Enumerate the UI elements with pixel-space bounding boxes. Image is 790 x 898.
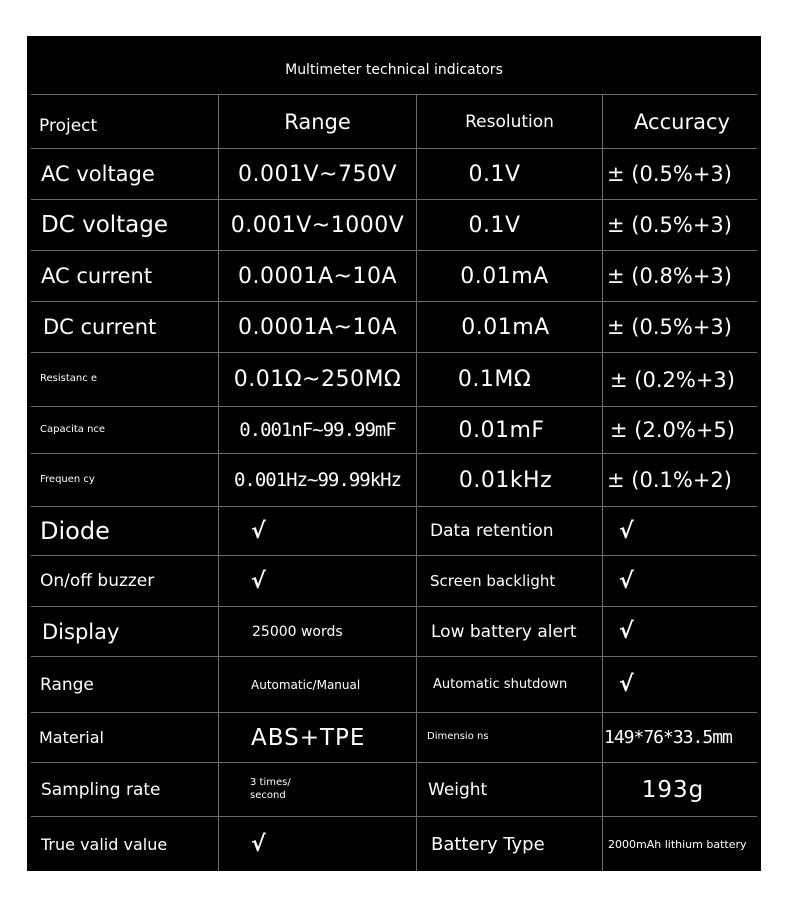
- range-cell: 0.001V~750V: [237, 161, 397, 187]
- feature-value: √: [251, 518, 266, 544]
- resolution-cell: 0.1MΩ: [457, 367, 532, 392]
- feature-value: Automatic/Manual: [251, 677, 361, 692]
- feature-value: ABS+TPE: [251, 724, 366, 751]
- feature-label: Data retention: [430, 521, 554, 541]
- header-project: Project: [39, 115, 98, 136]
- resolution-cell: 0.01mA: [460, 263, 549, 289]
- project-cell: Capacita nce: [40, 423, 106, 435]
- feature-value: √: [619, 518, 634, 544]
- feature-value: √: [619, 672, 634, 697]
- feature-label: Automatic shutdown: [433, 677, 568, 692]
- feature-label: Dimensio ns: [427, 731, 489, 743]
- project-cell: DC current: [43, 315, 157, 339]
- feature-value: √: [619, 568, 634, 594]
- accuracy-cell: ± (0.5%+3): [607, 162, 732, 186]
- feature-label: On/off buzzer: [40, 571, 155, 591]
- project-cell: Resistanc e: [40, 373, 98, 385]
- header-resolution: Resolution: [465, 111, 554, 132]
- feature-value: √: [251, 568, 266, 594]
- feature-label: Screen backlight: [430, 572, 556, 590]
- feature-value: 3 times/ second: [250, 777, 291, 801]
- feature-label: True valid value: [41, 834, 168, 854]
- range-cell: 0.0001A~10A: [237, 314, 397, 340]
- feature-label: Battery Type: [431, 833, 545, 855]
- accuracy-cell: ± (0.1%+2): [607, 468, 732, 492]
- resolution-cell: 0.01mA: [461, 314, 550, 340]
- range-cell: 0.001V~1000V: [230, 212, 405, 238]
- feature-label: Weight: [428, 779, 488, 800]
- feature-label: Material: [39, 728, 104, 747]
- spec-sheet: [27, 36, 761, 871]
- column-divider: [602, 94, 603, 871]
- feature-label: Display: [42, 619, 120, 644]
- feature-label: Diode: [40, 517, 110, 545]
- resolution-cell: 0.01kHz: [458, 467, 553, 493]
- feature-label: Low battery alert: [431, 621, 577, 642]
- feature-value: √: [251, 831, 266, 857]
- feature-value: √: [619, 619, 634, 644]
- feature-label: Sampling rate: [41, 779, 161, 800]
- resolution-cell: 0.1V: [468, 212, 521, 238]
- header-accuracy: Accuracy: [634, 109, 730, 134]
- accuracy-cell: ± (0.8%+3): [607, 264, 732, 288]
- range-cell: 0.01Ω~250MΩ: [233, 367, 402, 392]
- project-cell: Frequen cy: [40, 473, 95, 485]
- project-cell: AC current: [41, 264, 153, 288]
- header-range: Range: [284, 109, 351, 134]
- feature-label: Range: [40, 674, 94, 695]
- feature-value: 2000mAh lithium battery: [608, 837, 747, 851]
- sheet-title: Multimeter technical indicators: [285, 62, 503, 78]
- accuracy-cell: ± (0.2%+3): [610, 367, 735, 392]
- resolution-cell: 0.01mF: [458, 417, 545, 443]
- accuracy-cell: ± (0.5%+3): [607, 213, 732, 237]
- accuracy-cell: ± (2.0%+5): [610, 418, 735, 442]
- range-cell: 0.001nF~99.99mF: [239, 419, 396, 441]
- resolution-cell: 0.1V: [468, 161, 521, 187]
- feature-value: 25000 words: [252, 623, 343, 640]
- accuracy-cell: ± (0.5%+3): [607, 315, 732, 339]
- project-cell: AC voltage: [41, 162, 155, 186]
- feature-value: 193g: [641, 776, 705, 803]
- range-cell: 0.0001A~10A: [237, 263, 397, 289]
- feature-value: 149*76*33.5mm: [604, 727, 732, 748]
- range-cell: 0.001Hz~99.99kHz: [233, 469, 402, 491]
- project-cell: DC voltage: [41, 212, 169, 238]
